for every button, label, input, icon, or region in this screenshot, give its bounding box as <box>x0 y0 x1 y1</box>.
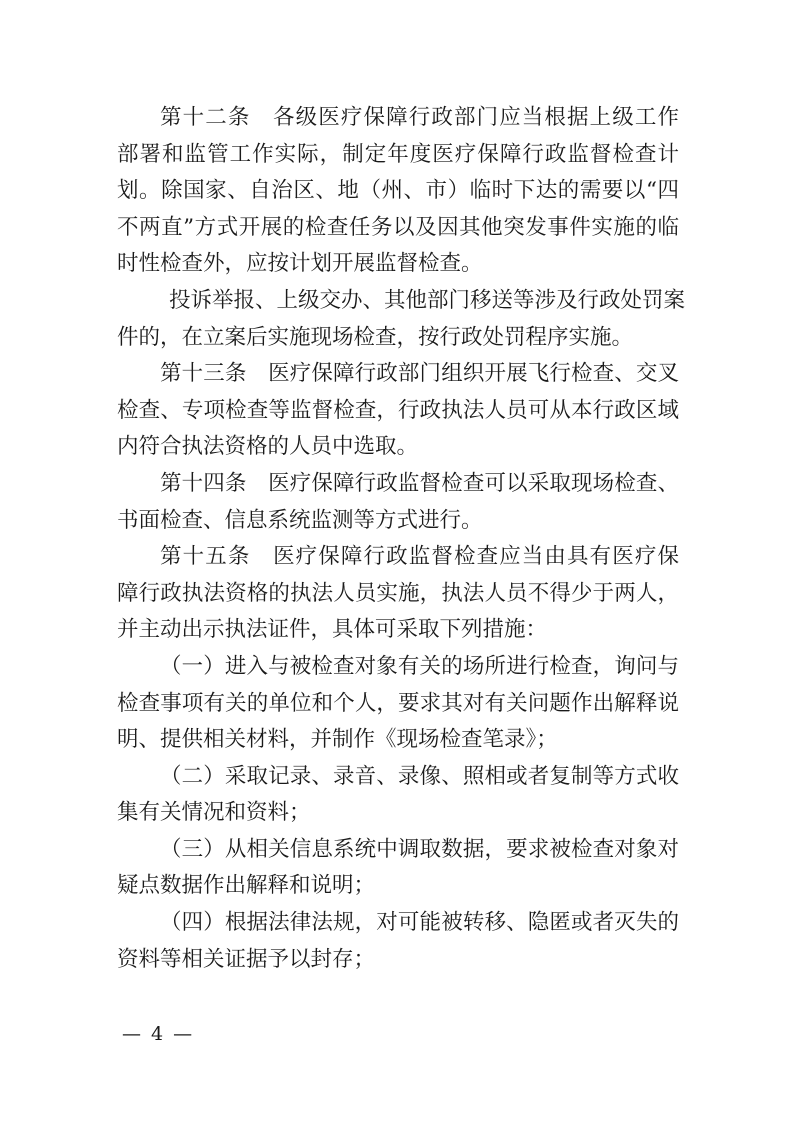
text-line: 时性检查外，应按计划开展监督检查。 <box>117 251 483 277</box>
article-12-paragraph <box>117 100 679 283</box>
text-line: 划。除国家、自治区、地（州、市）临时下达的需要以“四 <box>117 178 679 204</box>
text-line: 明、提供相关材料，并制作《现场检查笔录》； <box>117 727 558 753</box>
article-14-paragraph <box>117 466 679 539</box>
text-line: 第十四条 医疗保障行政监督检查可以采取现场检查、 <box>160 470 679 496</box>
text-line: 第十五条 医疗保障行政监督检查应当由具有医疗保 <box>160 544 679 570</box>
measure-3-paragraph <box>117 832 679 905</box>
text-line: 并主动出示执法证件，具体可采取下列措施： <box>117 617 548 643</box>
article-15-paragraph <box>117 539 679 649</box>
text-line: 不两直”方式开展的检查任务以及因其他突发事件实施的临 <box>117 214 679 240</box>
text-line: 内符合执法资格的人员中选取。 <box>117 434 419 460</box>
text-line: 资料等相关证据予以封存； <box>117 946 376 972</box>
text-line: 检查、专项检查等监督检查，行政执法人员可从本行政区域 <box>117 397 679 423</box>
text-line: 第十三条 医疗保障行政部门组织开展飞行检查、交叉 <box>160 361 679 387</box>
text-line: （二）采取记录、录音、录像、照相或者复制等方式收 <box>160 763 679 789</box>
text-line: 障行政执法资格的执法人员实施，执法人员不得少于两人， <box>117 580 679 606</box>
text-line: （四）根据法律法规，对可能被转移、隐匿或者灭失的 <box>160 910 679 936</box>
document-body <box>117 100 686 978</box>
text-line: （一）进入与被检查对象有关的场所进行检查，询问与 <box>160 653 679 679</box>
page-number: — 4 — <box>122 1023 195 1045</box>
text-line: 疑点数据作出解释和说明； <box>117 873 376 899</box>
article-13-paragraph <box>117 356 679 466</box>
measure-1-paragraph <box>117 649 679 759</box>
text-line: 检查事项有关的单位和个人，要求其对有关问题作出解释说 <box>117 690 679 716</box>
text-line: 集有关情况和资料； <box>117 800 311 826</box>
text-line: 部署和监管工作实际，制定年度医疗保障行政监督检查计 <box>117 141 679 167</box>
measure-4-paragraph <box>117 905 679 978</box>
text-line: （三）从相关信息系统中调取数据，要求被检查对象对 <box>160 836 679 862</box>
text-line: 书面检查、信息系统监测等方式进行。 <box>117 507 483 533</box>
text-line: 件的，在立案后实施现场检查，按行政处罚程序实施。 <box>117 324 634 350</box>
text-line: 第十二条 各级医疗保障行政部门应当根据上级工作 <box>160 105 679 130</box>
measure-2-paragraph <box>117 759 679 832</box>
complaint-paragraph <box>117 283 686 356</box>
text-line: 投诉举报、上级交办、其他部门移送等涉及行政处罚案 <box>169 287 686 313</box>
